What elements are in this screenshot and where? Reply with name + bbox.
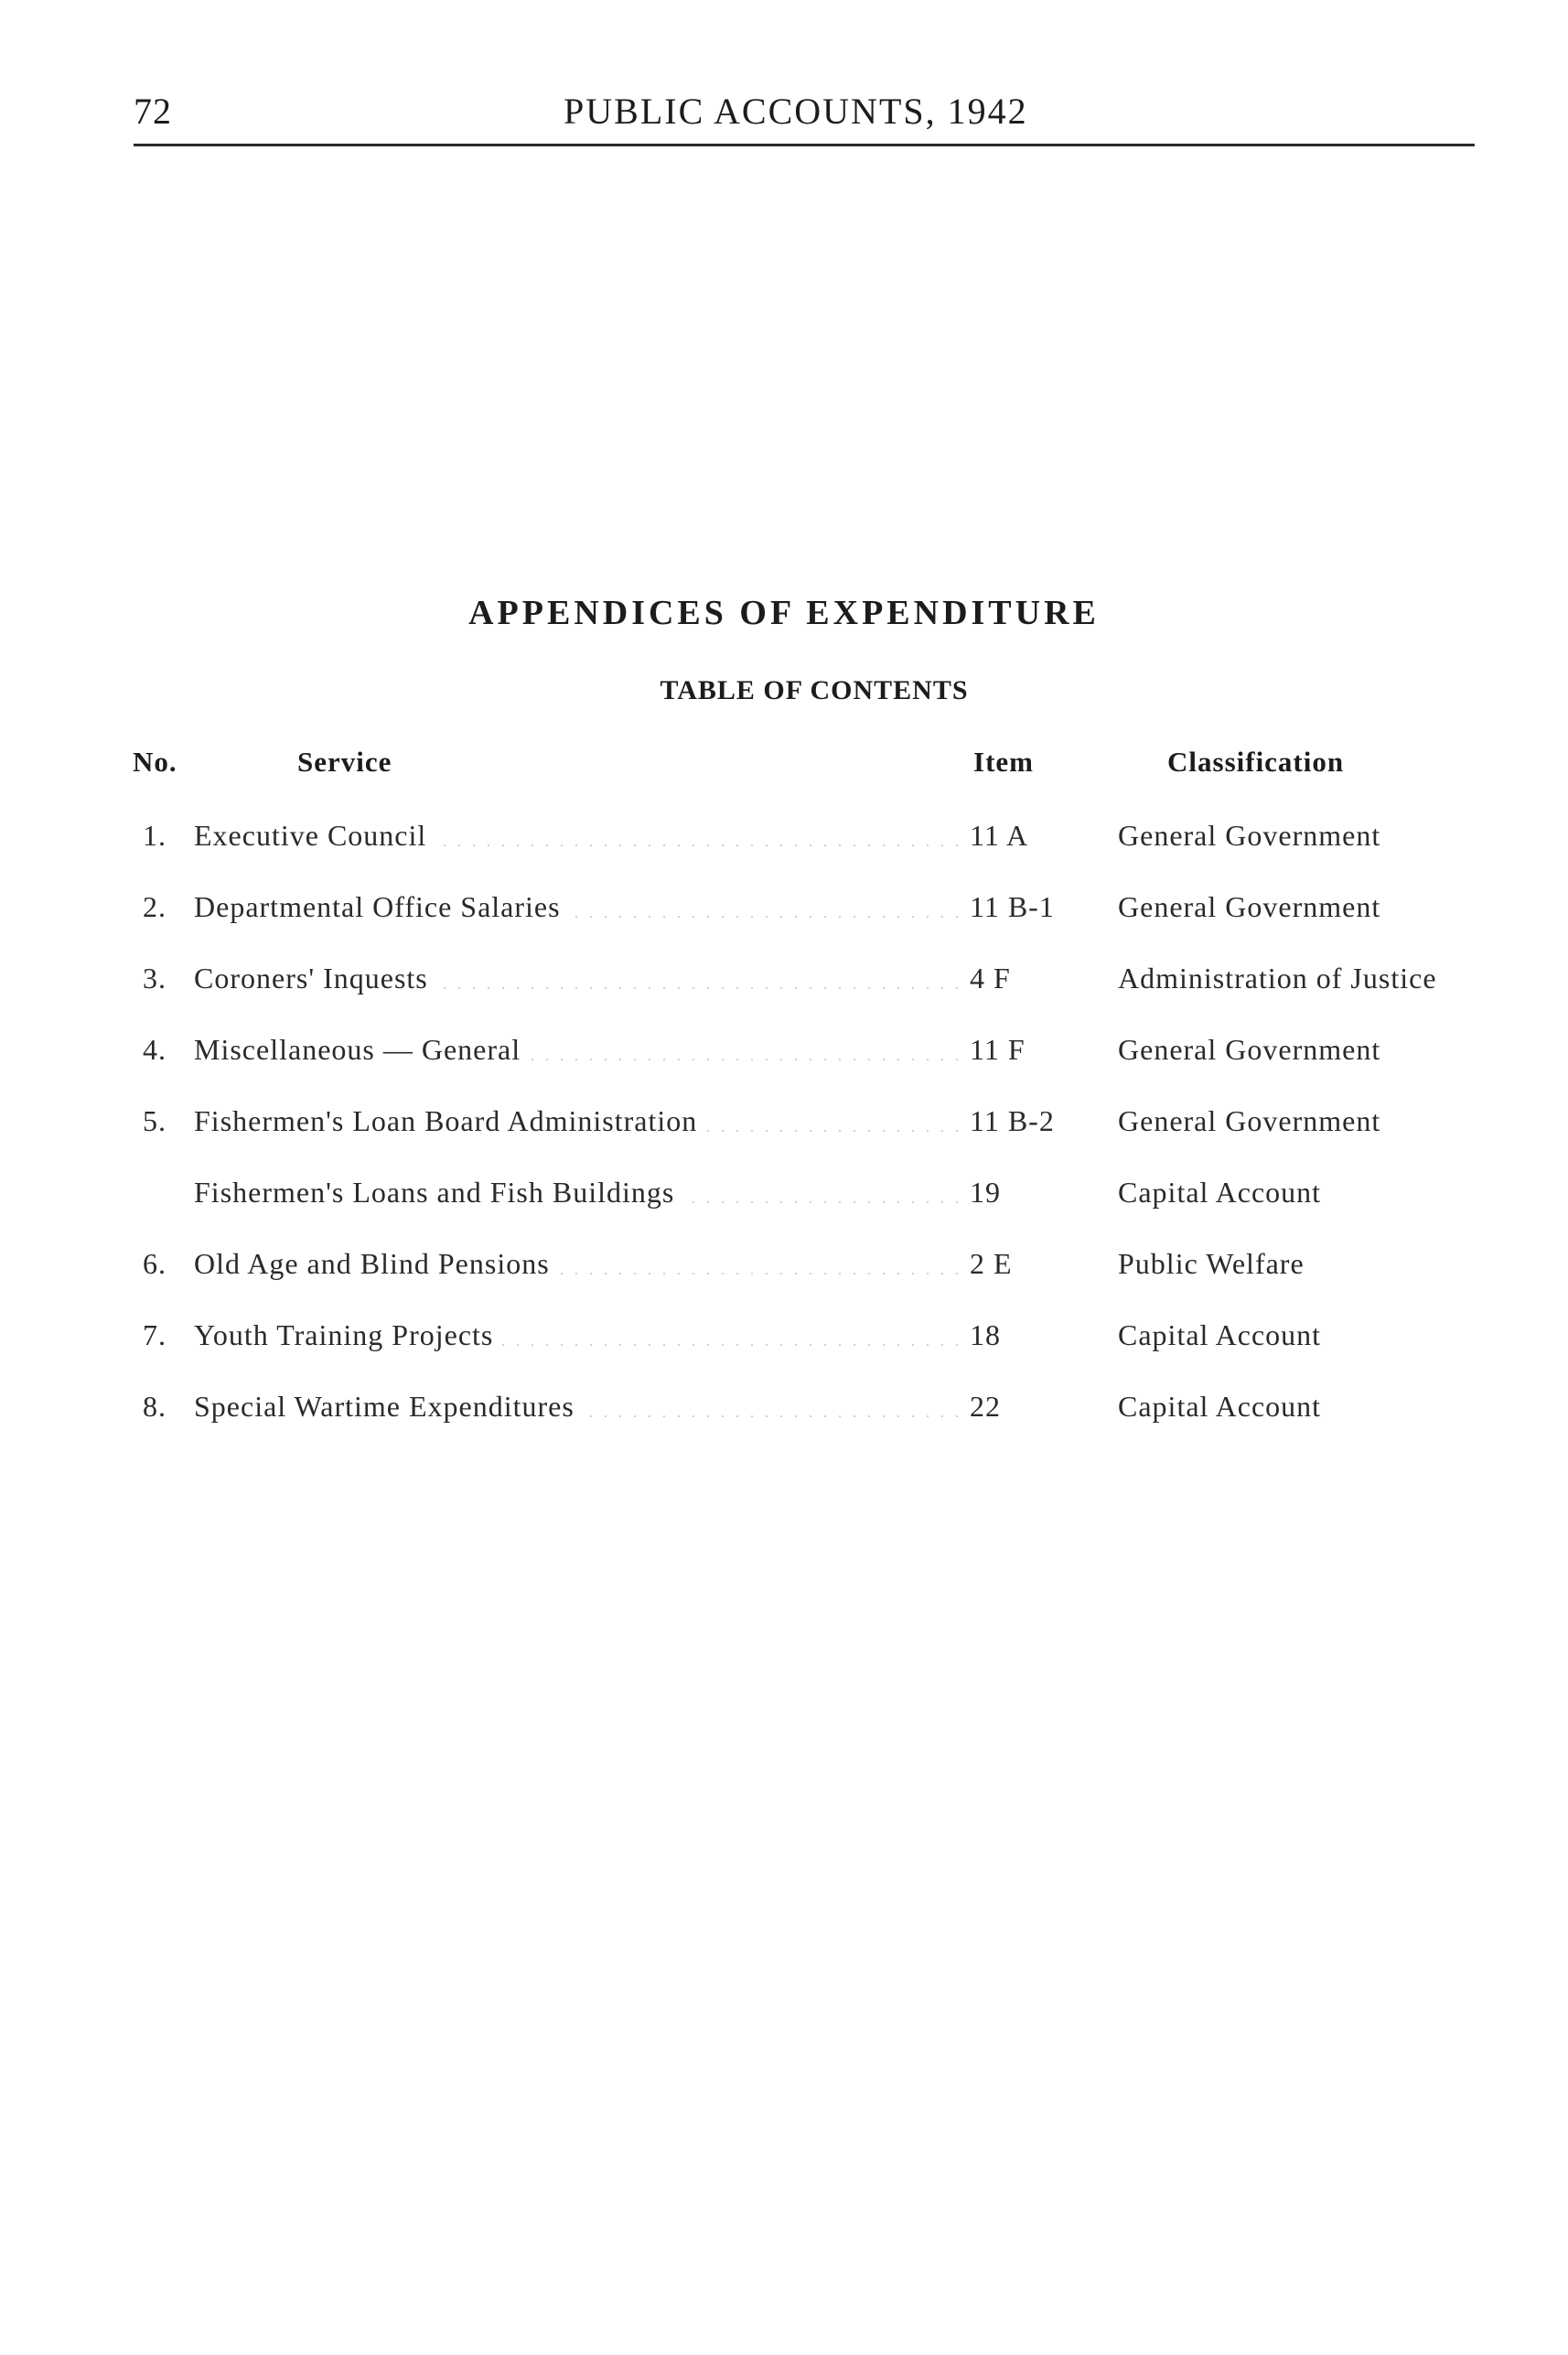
row-classification: General Government (1118, 1104, 1381, 1137)
row-service (194, 1247, 962, 1281)
toc-row (0, 1318, 1568, 1373)
row-service (194, 1176, 962, 1210)
row-classification: Capital Account (1118, 1176, 1322, 1209)
row-number: 7. (143, 1318, 166, 1351)
toc-row (0, 1390, 1568, 1445)
row-classification: Capital Account (1118, 1318, 1322, 1351)
row-item: 19 (970, 1176, 1001, 1209)
header-rule (134, 144, 1475, 146)
service-label: Fishermen's Loan Board Administration (194, 1104, 704, 1137)
row-number: 6. (143, 1247, 166, 1280)
row-item: 11 A (970, 819, 1029, 852)
row-number: 3. (143, 962, 166, 995)
row-classification: Public Welfare (1118, 1247, 1305, 1280)
running-title: PUBLIC ACCOUNTS, 1942 (564, 91, 1028, 132)
row-number: 5. (143, 1104, 166, 1137)
document-title: APPENDICES OF EXPENDITURE (468, 594, 1100, 632)
column-header-no: No. (133, 746, 177, 778)
row-classification: Capital Account (1118, 1390, 1322, 1423)
row-item: 2 E (970, 1247, 1013, 1280)
row-number: 8. (143, 1390, 166, 1423)
toc-row (0, 1104, 1568, 1159)
row-item: 18 (970, 1318, 1001, 1351)
toc-row (0, 1176, 1568, 1231)
row-service (194, 1033, 962, 1067)
service-label: Executive Council (194, 819, 434, 852)
column-header-classification: Classification (1167, 746, 1345, 778)
row-service (194, 819, 962, 853)
column-header-item: Item (973, 746, 1034, 778)
toc-row (0, 1247, 1568, 1302)
row-item: 4 F (970, 962, 1011, 995)
row-service (194, 1318, 962, 1352)
toc-row (0, 890, 1568, 945)
service-label: Youth Training Projects (194, 1318, 500, 1351)
row-service (194, 962, 962, 995)
page-number: 72 (134, 91, 172, 132)
toc-row (0, 1033, 1568, 1088)
row-classification: Administration of Justice (1118, 962, 1437, 995)
row-item: 22 (970, 1390, 1001, 1423)
column-header-service: Service (297, 746, 392, 778)
service-label: Fishermen's Loans and Fish Buildings (194, 1176, 682, 1209)
row-number: 4. (143, 1033, 166, 1066)
toc-row (0, 819, 1568, 874)
row-number: 2. (143, 890, 166, 923)
service-label: Miscellaneous — General (194, 1033, 528, 1066)
page-header (134, 84, 1477, 148)
row-number: 1. (143, 819, 166, 852)
row-service (194, 890, 962, 924)
service-label: Special Wartime Expenditures (194, 1390, 582, 1423)
row-classification: General Government (1118, 819, 1381, 852)
service-label: Old Age and Blind Pensions (194, 1247, 557, 1280)
service-label: Coroners' Inquests (194, 962, 435, 995)
row-classification: General Government (1118, 1033, 1381, 1066)
row-service (194, 1104, 962, 1138)
service-label: Departmental Office Salaries (194, 890, 568, 923)
row-classification: General Government (1118, 890, 1381, 923)
document-subtitle: TABLE OF CONTENTS (660, 675, 969, 705)
row-item: 11 F (970, 1033, 1026, 1066)
toc-row (0, 962, 1568, 1016)
row-item: 11 B-1 (970, 890, 1055, 923)
row-service (194, 1390, 962, 1424)
row-item: 11 B-2 (970, 1104, 1055, 1137)
